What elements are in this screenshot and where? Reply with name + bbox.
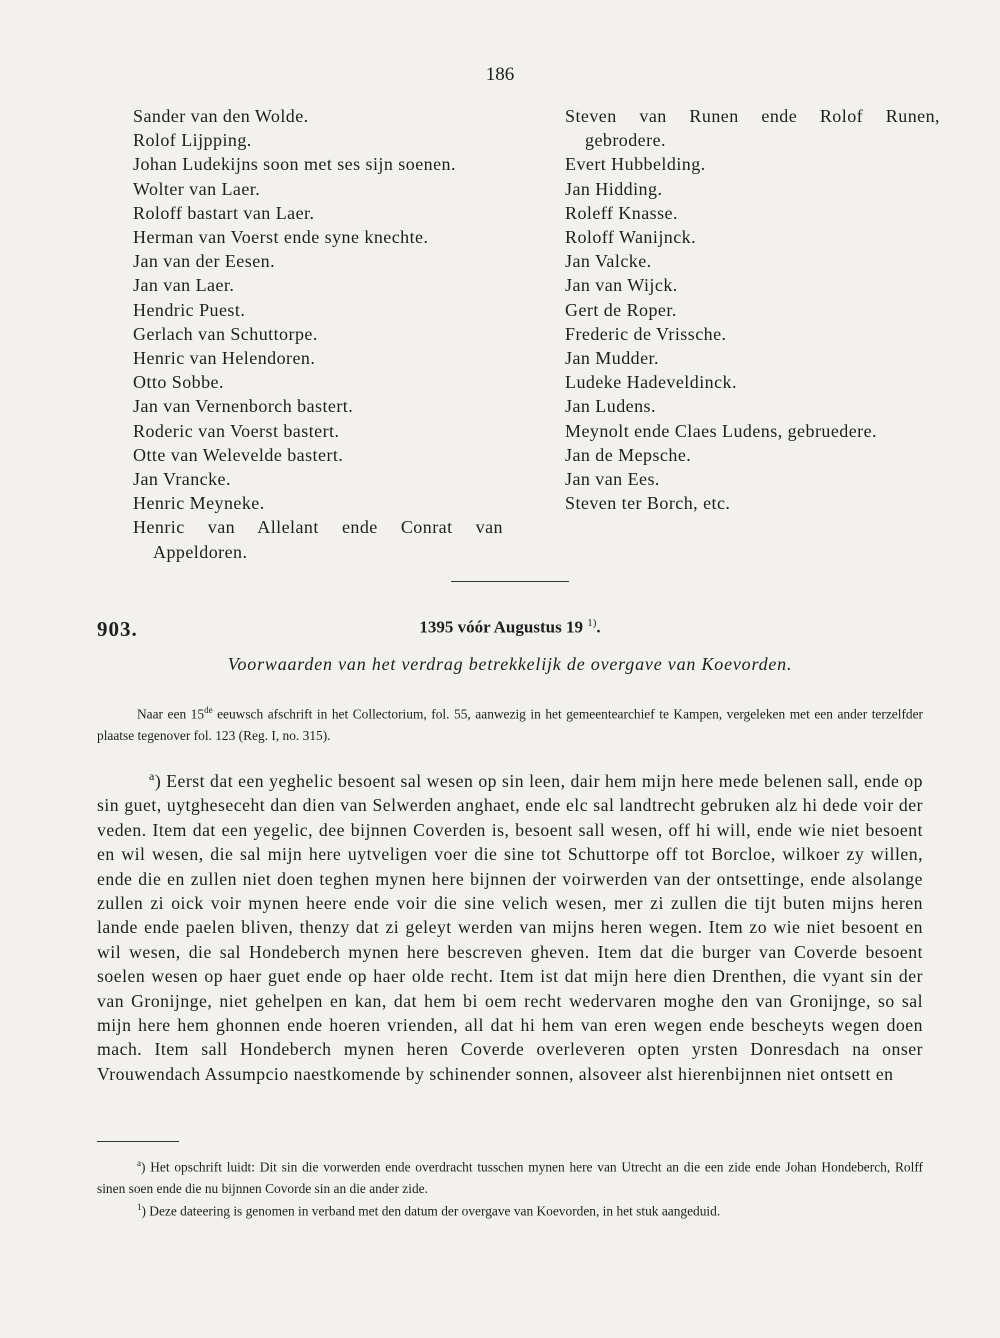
name-entry: Gert de Roper. (565, 299, 677, 320)
name-entry: Jan Vrancke. (133, 469, 231, 490)
name-entry: Rolof Lijpping. (133, 130, 252, 151)
name-entry: Hendric Puest. (133, 299, 246, 320)
footnote-a: $^a$) Het opschrift luidt: Dit sin die vorwerden ende overdracht tusschen mynen here van Utrecht an die een zide ende Johan Hondeberch, Rolff sinen soen ende die nu bijnnen Covorde sin an die ander zide. (97, 1158, 923, 1197)
name-entry: Jan Ludens. (565, 396, 656, 417)
name-entry: Henric van Helendoren. (133, 348, 316, 369)
document-body (97, 764, 923, 1086)
name-entry: Henric van Allelant ende Conrat van Appeldoren. (133, 517, 503, 562)
name-entry: Roderic van Voerst bastert. (133, 420, 340, 441)
document-date-footnote-mark: 1) (587, 617, 597, 629)
name-entry: Gerlach van Schuttorpe. (133, 323, 318, 344)
name-entry: Otto Sobbe. (133, 372, 224, 393)
name-entry: Johan Ludekijns soon met ses sijn soenen. (133, 154, 456, 175)
name-entry: Jan Mudder. (565, 348, 659, 369)
name-entry: Herman van Voerst ende syne knechte. (133, 227, 429, 248)
name-entry: Jan Hidding. (565, 178, 663, 199)
name-entry: Steven ter Borch, etc. (565, 493, 731, 514)
name-entry: Jan van Wijck. (565, 275, 678, 296)
name-entry: Jan de Mepsche. (565, 444, 692, 465)
document-title: Voorwaarden van het verdrag betrekkelijk de overgave van Koevorden. (227, 654, 793, 674)
name-entry: Henric Meyneke. (133, 493, 265, 514)
name-entry: Ludeke Hadeveldinck. (565, 372, 737, 393)
footnote-divider (97, 1141, 179, 1142)
name-entry: Jan van Ees. (565, 469, 660, 490)
name-entry: Steven van Runen ende Rolof Runen, gebrodere. (565, 106, 940, 151)
name-entry: Roleff Knasse. (565, 202, 678, 223)
body-footnote-mark: a (149, 769, 155, 783)
page-number: 186 (485, 64, 515, 85)
footnote-1: $^1$) Deze dateering is genomen in verband met den datum der overgave van Koevorden, in het stuk aangeduid. (137, 1202, 721, 1219)
name-entry: Jan van Laer. (133, 275, 235, 296)
name-entry: Jan Valcke. (565, 251, 652, 272)
name-entry: Jan van der Eesen. (133, 251, 276, 272)
name-entry: Jan van Vernenborch bastert. (133, 396, 354, 417)
name-entry: Sander van den Wolde. (133, 106, 309, 126)
body-text: ) Eerst dat een yeghelic besoent sal wesen op sin leen, dair hem mijn here mede belenen sall, ende op sin guet, uytgheseceht dan dien van Selwerden anghaet, ende elc sal landtrecht gebruken alz hi dede voir der veden. Item dat een yegelic, dee bijnnen Coverden is, besoent sall wesen, off hi will, ende wie niet besoent en wil wesen, die sal mijn here uytveligen voer die sine tot Schuttorpe off tot Borcloe, wilkoer zy willen, ende die en zullen niet doen teghen mynen here bijnnen der voirwerden van der ontsettinge, ende alsolange zullen zi oick voir mynen heere ende voir die sine velich wesen, mer zi zullen die tijt buten mijns heren lande ende paelen bliven, thenzy dat zi geleyt werden van mijns heren wegen. Item zo wie niet besoent en wil wesen, die sal Hondeberch mynen here bescreven gheven. Item dat die burger van Coverde besoent soelen wesen op haer guet ende op haer olde recht. Item ist dat mijn here dien Drenthen, die vyant sin der van Gronijnge, niet gehelpen en kan, dat hem bi oem recht wedervaren moghe den van Gronijnge, so sal mijn here hem ghonnen ende hoeren vrienden, all dat hi hem van eren wegen ende bescheyts wegen doen mach. Item sall Hondeberch mynen heren Coverde overleveren opten yrsten Donresdach na onser Vrouwendach Assumpcio naestkomende by schinender sonnen, alsoveer alst hierenbijnnen niet ontsett en (97, 770, 923, 1084)
document-number: 903. (97, 617, 138, 641)
name-entry: Evert Hubbelding. (565, 154, 706, 175)
source-note: Naar een 15de eeuwsch afschrift in het Collectorium, fol. 55, aanwezig in het gemeentearchief te Kampen, vergeleken met een ander terzelfder plaatse tegenover fol. 123 (Reg. I, no. 315). (97, 705, 923, 744)
name-entry: Frederic de Vrissche. (565, 323, 727, 344)
document-date: 1395 vóór Augustus 19 $^{1)}$. (419, 617, 601, 637)
document-date-text: 1395 vóór Augustus 19 (419, 617, 583, 637)
name-entry: Otte van Welevelde bastert. (133, 444, 344, 465)
names-list-right (565, 104, 940, 515)
name-entry: Wolter van Laer. (133, 178, 261, 199)
names-list-left (133, 104, 503, 564)
name-entry: Roloff Wanijnck. (565, 227, 697, 248)
name-entry: Roloff bastart van Laer. (133, 202, 315, 223)
section-divider (451, 581, 569, 582)
name-entry: Meynolt ende Claes Ludens, gebruedere. (565, 420, 877, 441)
